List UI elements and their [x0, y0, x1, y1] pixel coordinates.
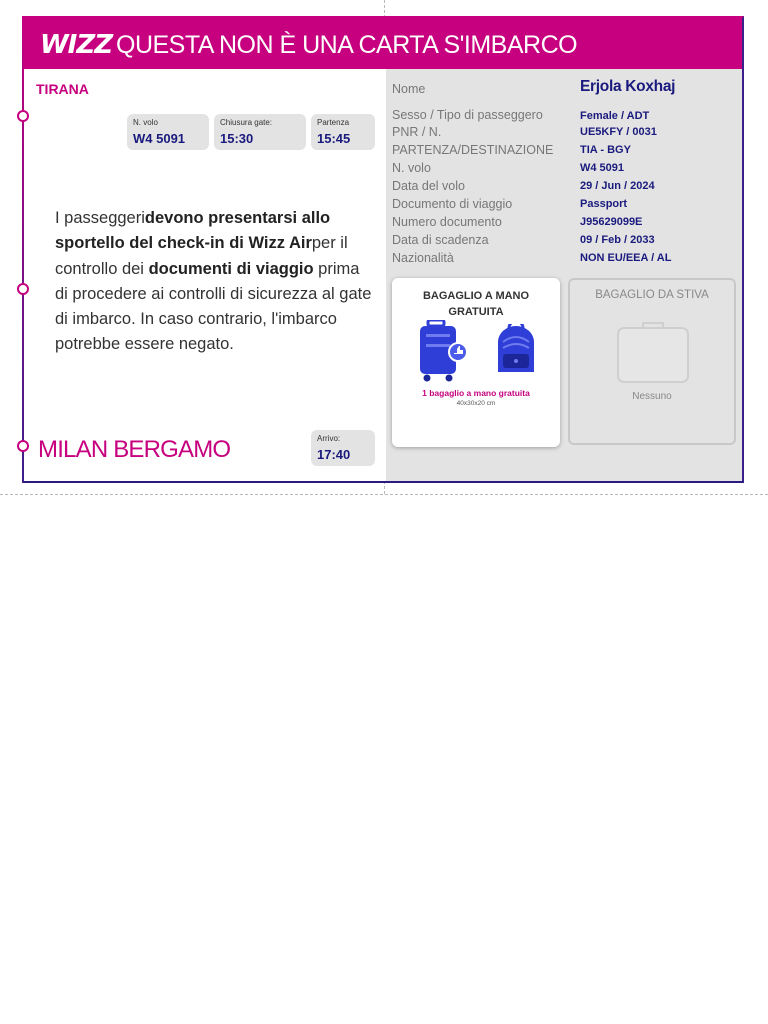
- flight-number-label: N. volo: [392, 161, 431, 175]
- pnr-label: PNR / N.: [392, 125, 442, 139]
- hold-baggage-title: BAGAGLIO DA STIVA: [595, 289, 709, 301]
- departure-chip: Partenza 15:45: [311, 114, 375, 150]
- cabin-baggage-card: [392, 278, 560, 447]
- horizontal-fold-line: [0, 494, 768, 495]
- expiry-label: Data di scadenza: [392, 233, 489, 247]
- route-dot-icon: [17, 110, 29, 122]
- trolley-suitcase-icon: [418, 320, 470, 382]
- route-dot-icon: [17, 440, 29, 452]
- name-label: Nome: [392, 82, 426, 96]
- backpack-icon: [495, 324, 537, 376]
- travel-document-label: Documento di viaggio: [392, 197, 513, 211]
- route-value: TIA - BGY: [580, 144, 631, 156]
- document-number-label: Numero documento: [392, 215, 502, 229]
- sex-type-value: Female / ADT: [580, 110, 650, 122]
- wizz-logo: WIZZ: [40, 30, 113, 60]
- destination-city: MILAN BERGAMO: [38, 436, 231, 463]
- travel-document-value: Passport: [580, 198, 628, 210]
- cabin-baggage-title: BAGAGLIO A MANO GRATUITA: [422, 290, 530, 318]
- page-title: QUESTA NON È UNA CARTA S'IMBARCO: [116, 31, 578, 59]
- hold-baggage-value: Nessuno: [632, 391, 672, 402]
- cabin-baggage-caption: 1 bagaglio a mano gratuita: [422, 388, 530, 398]
- flight-date-value: 29 / Jun / 2024: [580, 180, 655, 192]
- flight-date-label: Data del volo: [392, 179, 465, 193]
- boarding-document: [22, 16, 744, 483]
- hold-baggage-card: [568, 278, 736, 445]
- flight-number-value: W4 5091: [580, 162, 625, 174]
- suitcase-outline-icon: [616, 320, 690, 384]
- route-dot-icon: [17, 283, 29, 295]
- pnr-value: UE5KFY / 0031: [580, 126, 657, 138]
- arrival-chip: Arrivo: 17:40: [311, 430, 375, 466]
- route-label: PARTENZA/DESTINAZIONE: [392, 143, 554, 157]
- origin-city: TIRANA: [36, 81, 89, 97]
- gate-close-chip: Chiusura gate: 15:30: [214, 114, 306, 150]
- nationality-label: Nazionalità: [392, 251, 454, 265]
- sex-type-label: Sesso / Tipo di passeggero: [392, 108, 543, 122]
- nationality-value: NON EU/EEA / AL: [580, 252, 672, 264]
- cabin-baggage-dimensions: 40x30x20 cm: [456, 400, 496, 407]
- passenger-name: Erjola Koxhaj: [580, 78, 676, 95]
- document-number-value: J95629099E: [580, 216, 643, 228]
- expiry-value: 09 / Feb / 2033: [580, 234, 655, 246]
- check-in-notice: I passeggeridevono presentarsi allo sportello del check-in di Wizz Airper il controllo dei documenti di viaggio prima di procedere ai controlli di sicurezza al gate di imbarco. In caso contrario, l'imbarco potrebbe essere negato.: [55, 209, 372, 354]
- flight-number-chip: N. volo W4 5091: [127, 114, 209, 150]
- header-banner: [24, 18, 742, 69]
